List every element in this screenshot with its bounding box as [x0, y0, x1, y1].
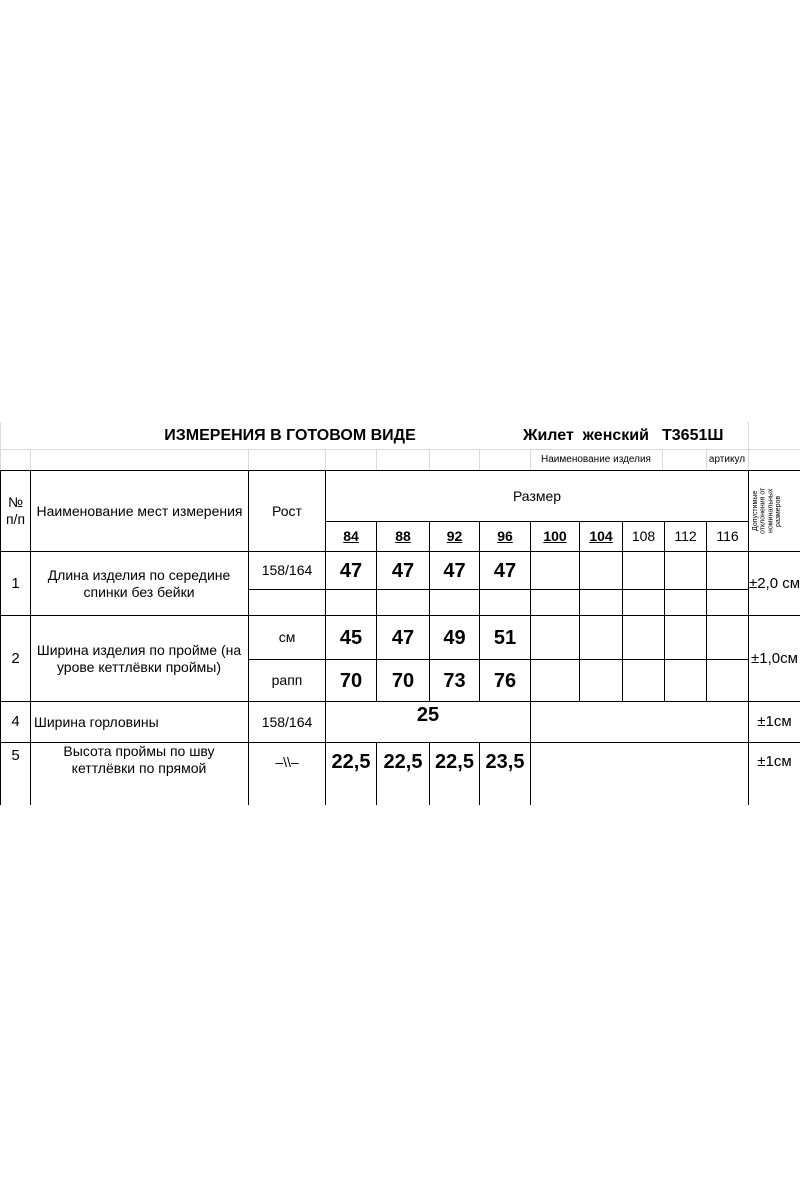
measurement-value: 22,5 [435, 751, 474, 773]
unit-label: рапп [271, 672, 303, 689]
measurement-value: 70 [339, 669, 363, 692]
tolerance-value: ±1,0см [751, 649, 798, 667]
measurement-value: 47 [391, 626, 415, 649]
measurement-value: 76 [493, 669, 517, 692]
measurement-value: 47 [339, 559, 363, 582]
row-number: 4 [11, 713, 20, 730]
size-label: 84 [343, 528, 359, 545]
measurement-name: Высота проймы по шву кеттлёвки по прямой [63, 743, 215, 776]
size-label: 100 [543, 528, 567, 545]
product-name-caption: Наименование изделия [541, 453, 651, 465]
size-label: 96 [497, 528, 513, 545]
row-number: 2 [11, 649, 20, 667]
size-label: 112 [674, 528, 697, 545]
height-header: Рост [272, 502, 302, 519]
measurement-value: 23,5 [485, 751, 525, 773]
document-title: ИЗМЕРЕНИЯ В ГОТОВОМ ВИДЕ [164, 427, 416, 445]
measurement-value: 22,5 [331, 751, 371, 773]
measurement-name: Ширина изделия по пройме (на урове кеттлёвки проймы) [36, 641, 242, 675]
row-number: 5 [11, 747, 20, 764]
measurement-value: 49 [443, 626, 466, 649]
size-header: Размер [512, 487, 562, 504]
tolerance-value: ±2,0 см [748, 574, 800, 592]
measurement-value: 47 [493, 559, 517, 582]
unit-label: см [278, 629, 296, 646]
measurement-value: 47 [443, 559, 466, 582]
height-value: 158/164 [261, 713, 313, 730]
size-label: 116 [716, 528, 739, 545]
measurement-name: Ширина горловины [34, 713, 159, 730]
size-label: 88 [395, 528, 411, 545]
measurement-name: Длина изделия по середине спинки без бейки [47, 566, 231, 600]
tolerance-header: Допустимые отклонения от номинальных размеров [752, 487, 783, 535]
measurement-value: 70 [391, 669, 415, 692]
measurement-value: 45 [339, 626, 363, 649]
row-number: 1 [11, 574, 20, 592]
size-label: 104 [589, 528, 613, 545]
measurement-table [0, 422, 800, 805]
tolerance-value: ±1см [757, 753, 792, 770]
product-article: Т3651Ш [662, 427, 724, 445]
product-name: Жилет женский [523, 427, 649, 445]
height-value: –\\– [275, 753, 299, 770]
number-header: № п/п [5, 494, 26, 527]
size-label: 92 [446, 528, 463, 545]
measurement-value: 25 [416, 704, 440, 726]
size-label: 108 [631, 528, 656, 545]
measurement-value: 73 [443, 669, 466, 692]
measurement-value: 51 [493, 626, 517, 649]
height-value: 158/164 [261, 562, 313, 579]
measurement-value: 47 [391, 559, 415, 582]
tolerance-value: ±1см [757, 713, 792, 730]
measurement-value: 22,5 [383, 751, 423, 773]
place-header: Наименование мест измерения [36, 502, 243, 519]
article-caption: артикул [708, 453, 746, 465]
